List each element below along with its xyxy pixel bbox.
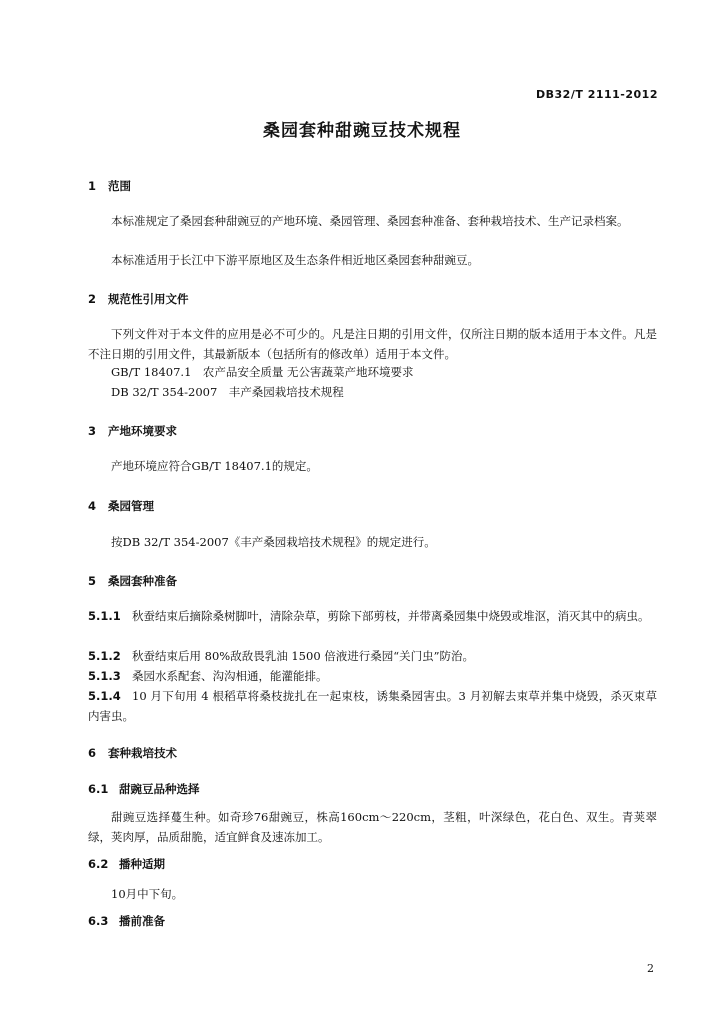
section-heading-2 [88,291,189,307]
subsection-heading-6-1 [88,781,200,797]
section-title: 范围 [108,179,131,193]
clause-text: 桑园水系配套、沟沟相通，能灌能排。 [132,669,328,683]
clause-5-1-1 [88,606,657,626]
section-heading-1 [88,178,131,194]
clause-number: 5.1.1 [88,609,121,623]
section-title: 规范性引用文件 [108,292,189,306]
subsection-heading-6-3 [88,913,165,929]
reference-item: DB 32/T 354-2007 丰产桑园栽培技术规程 [111,385,344,399]
section-title: 桑园管理 [108,499,154,513]
subsection-number: 6.2 [88,857,109,871]
reference-item: GB/T 18407.1 农产品安全质量 无公害蔬菜产地环境要求 [111,365,414,379]
subsection-title: 播前准备 [119,914,165,928]
section-title: 产地环境要求 [108,424,177,438]
subsection-heading-6-2 [88,856,165,872]
management-paragraph: 按DB 32/T 354-2007《丰产桑园栽培技术规程》的规定进行。 [111,535,436,549]
references-paragraph: 下列文件对于本文件的应用是必不可少的。凡是注日期的引用文件，仅所注日期的版本适用于本文件。凡是不注日期的引用文件，其最新版本（包括所有的修改单）适用于本文件。 [88,327,657,361]
scope-paragraph-1: 本标准规定了桑园套种甜豌豆的产地环境、桑园管理、桑园套种准备、套种栽培技术、生产记录档案。 [111,214,629,228]
section-number: 4 [88,499,97,513]
subsection-title: 甜豌豆品种选择 [119,782,200,796]
clause-text: 10 月下旬用 4 根稻草将桑枝拢扎在一起束枝，诱集桑园害虫。3 月初解去束草并集中烧毁，杀灭束草内害虫。 [88,689,657,723]
clause-text: 秋蚕结束后摘除桑树脚叶，清除杂草，剪除下部剪枝，并带离桑园集中烧毁或堆沤，消灭其中的病虫。 [132,609,650,623]
page-number: 2 [647,962,654,975]
section-title: 桑园套种准备 [108,574,177,588]
environment-paragraph: 产地环境应符合GB/T 18407.1的规定。 [111,459,318,473]
subsection-title: 播种适期 [119,857,165,871]
document-code: DB32/T 2111-2012 [536,88,658,101]
subsection-number: 6.3 [88,914,109,928]
clause-5-1-2 [88,646,657,666]
section-heading-3 [88,423,177,439]
section-heading-4 [88,498,154,514]
section-number: 3 [88,424,97,438]
scope-paragraph-2: 本标准适用于长江中下游平原地区及生态条件相近地区桑园套种甜豌豆。 [111,253,479,267]
subsection-number: 6.1 [88,782,109,796]
clause-number: 5.1.2 [88,649,121,663]
section-number: 6 [88,746,97,760]
sowing-period-paragraph: 10月中下旬。 [111,887,184,901]
variety-paragraph: 甜豌豆选择蔓生种。如奇珍76甜豌豆，株高160cm～220cm，茎粗，叶深绿色，花白色、双生。青荚翠绿，荚肉厚，品质甜脆，适宜鲜食及速冻加工。 [88,810,657,844]
clause-text: 秋蚕结束后用 80%敌敌畏乳油 1500 倍液进行桑园“关门虫”防治。 [132,649,475,663]
section-heading-5 [88,573,177,589]
section-number: 2 [88,292,97,306]
document-title: 桑园套种甜豌豆技术规程 [263,121,461,141]
section-title: 套种栽培技术 [108,746,177,760]
section-number: 1 [88,179,97,193]
section-number: 5 [88,574,97,588]
clause-5-1-4 [88,686,657,726]
section-heading-6 [88,745,177,761]
clause-number: 5.1.4 [88,689,121,703]
clause-5-1-3 [88,666,657,686]
clause-number: 5.1.3 [88,669,121,683]
